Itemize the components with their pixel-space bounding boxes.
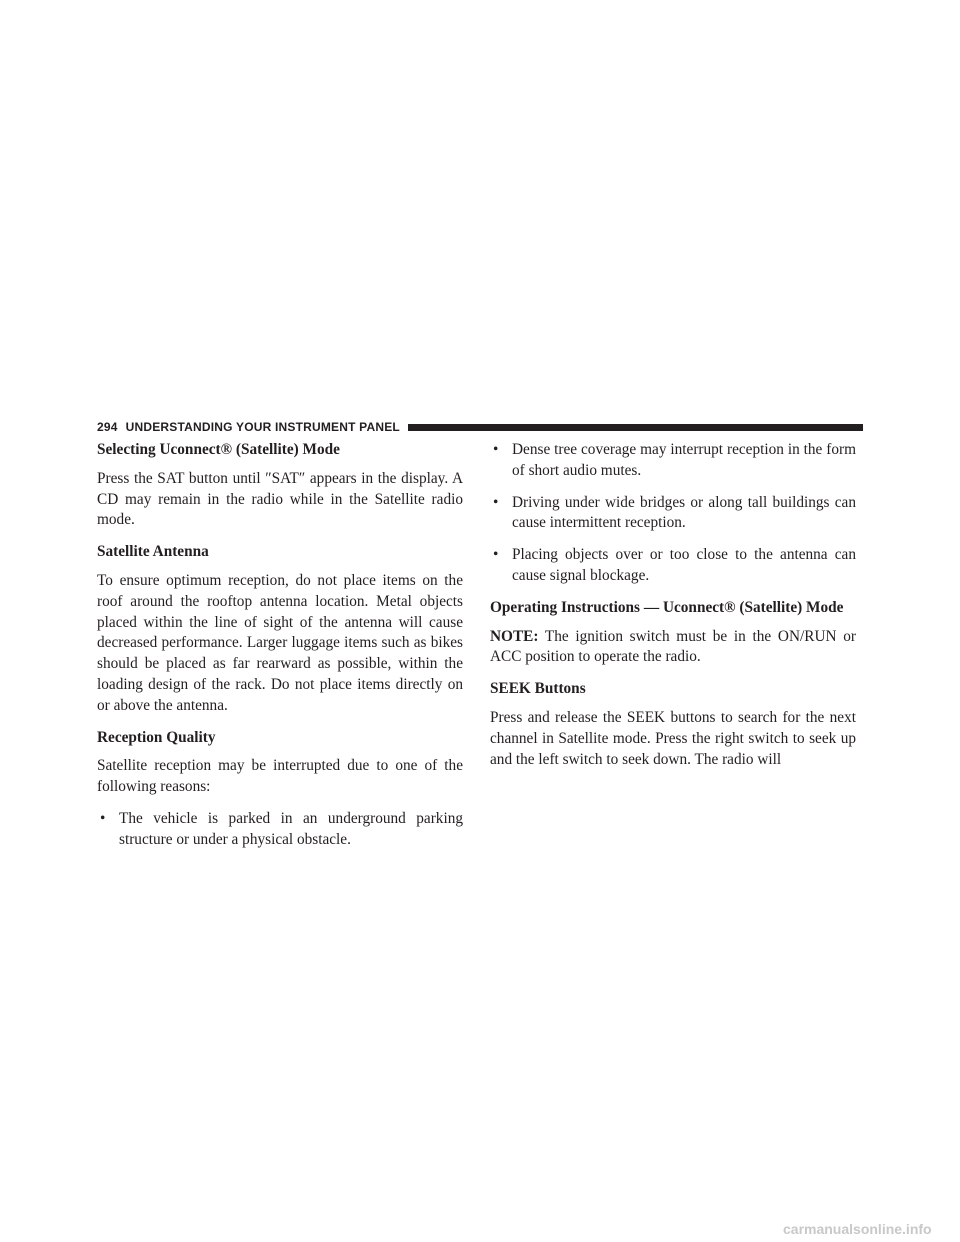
paragraph-sat-button: Press the SAT button until ″SAT″ appears in the display. A CD may remain in the radio while in the Satellite radio mode. [97,469,463,529]
list-item-text: Placing objects over or too close to the antenna can cause signal blockage. [512,546,856,584]
page-header [97,418,863,436]
paragraph-seek: Press and release the SEEK buttons to search for the next channel in Satellite mode. Press the right switch to seek up and the left switch to seek down. The radio will [490,708,856,768]
paragraph-antenna: To ensure optimum reception, do not place items on the roof around the rooftop antenna location. Metal objects placed within the line of sight of the antenna will cause decreased performance. Larger luggage items such as bikes should be placed as far rearward as possible, within the loading design of the rack. Do not place items directly on or above the antenna. [97,571,463,714]
list-item [97,809,463,851]
bullet-icon: • [493,441,499,458]
watermark: carmanualsonline.info [783,1221,932,1237]
bullet-icon: • [493,546,499,564]
note-label: NOTE: [490,627,539,645]
heading-reception-quality: Reception Quality [97,728,216,746]
list-item-text: Dense tree coverage may interrupt reception in the form of short audio mutes. [512,441,856,479]
bullet-icon: • [100,809,106,827]
right-column [490,440,856,781]
page-number: 294 [97,420,118,434]
paragraph-note [490,627,856,669]
bullet-icon: • [493,493,499,511]
header-rule [408,424,863,431]
list-item [490,440,856,482]
heading-seek-buttons: SEEK Buttons [490,680,586,698]
heading-satellite-antenna: Satellite Antenna [97,543,209,561]
list-item-text: Driving under wide bridges or along tall buildings can cause intermittent reception. [512,493,856,532]
section-title: UNDERSTANDING YOUR INSTRUMENT PANEL [125,420,400,434]
left-column [97,440,463,862]
list-item [490,493,856,535]
paragraph-reception: Satellite reception may be interrupted due to one of the following reasons: [97,757,463,796]
heading-operating-instructions: Operating Instructions — Uconnect® (Satellite) Mode [490,598,844,616]
note-text: The ignition switch must be in the ON/RUN or ACC position to operate the radio. [490,627,856,666]
heading-selecting-mode: Selecting Uconnect® (Satellite) Mode [97,441,340,458]
list-item-text: The vehicle is parked in an underground parking structure or under a physical obstacle. [119,809,463,848]
list-item [490,545,856,587]
